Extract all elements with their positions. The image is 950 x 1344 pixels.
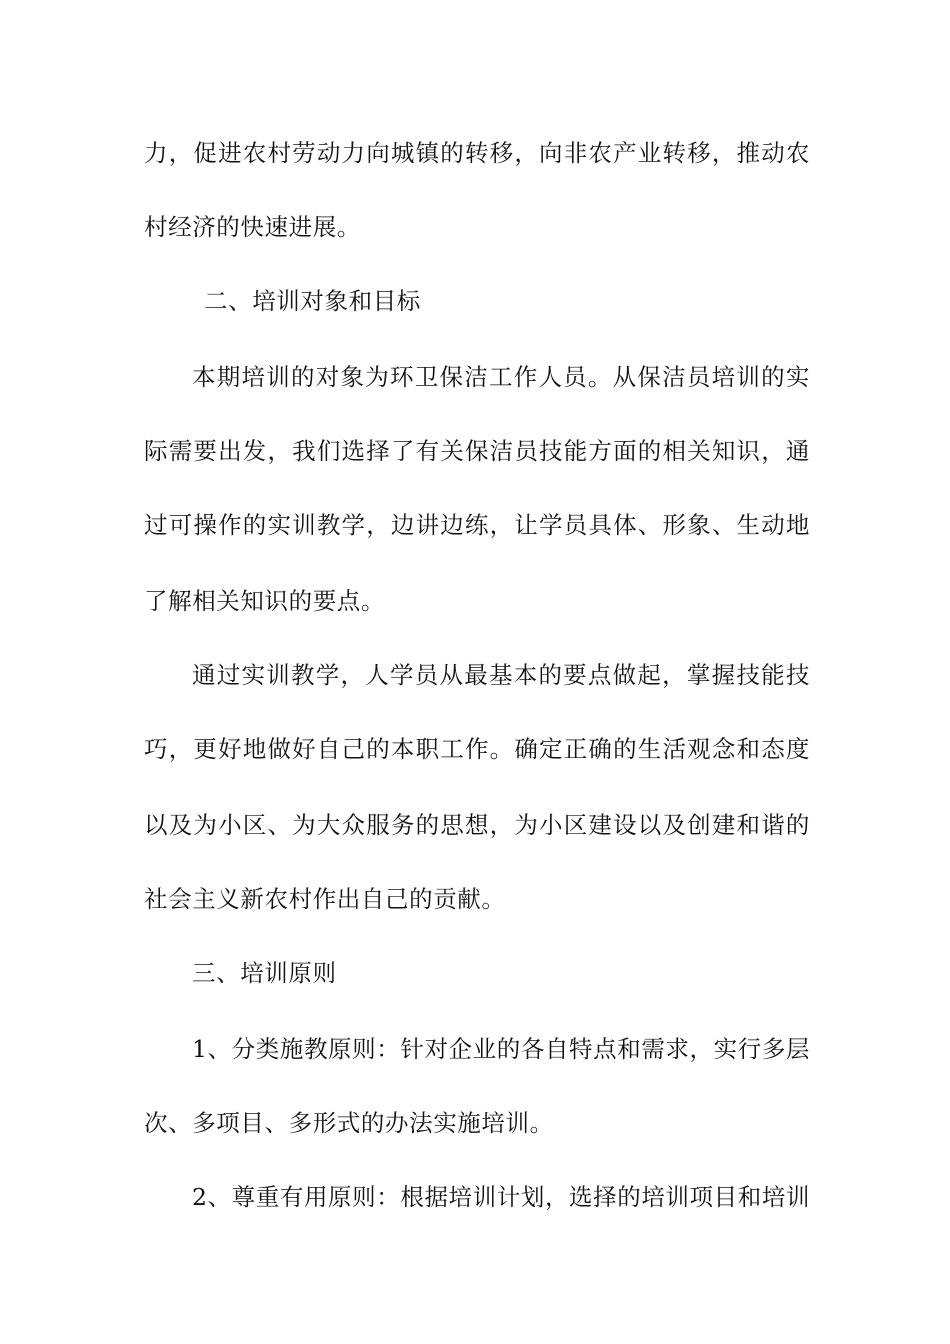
paragraph-line: 了解相关知识的要点。 [144, 587, 385, 615]
paragraph-line: 力，促进农村劳动力向城镇的转移，向非农产业转移，推动农 [144, 139, 810, 167]
paragraph-line: 过可操作的实训教学，边讲边练，让学员具体、形象、生动地 [144, 511, 810, 539]
paragraph-line: 通过实训教学，人学员从最基本的要点做起，掌握技能技 [192, 661, 810, 689]
paragraph-line: 以及为小区、为大众服务的思想，为小区建设以及创建和谐的 [144, 811, 810, 839]
paragraph-line: 次、多项目、多形式的办法实施培训。 [144, 1109, 554, 1137]
section-heading: 二、培训对象和目标 [204, 287, 421, 315]
paragraph-line: 际需要出发，我们选择了有关保洁员技能方面的相关知识，通 [144, 437, 810, 465]
section-heading: 三、培训原则 [192, 959, 337, 987]
paragraph-line: 2、尊重有用原则：根据培训计划，选择的培训项目和培训 [192, 1183, 811, 1211]
paragraph-line: 1、分类施教原则：针对企业的各自特点和需求，实行多层 [192, 1035, 811, 1063]
paragraph-line: 本期培训的对象为环卫保洁工作人员。从保洁员培训的实 [192, 363, 810, 391]
paragraph-line: 社会主义新农村作出自己的贡献。 [144, 885, 506, 913]
paragraph-line: 巧，更好地做好自己的本职工作。确定正确的生活观念和态度 [144, 735, 810, 763]
paragraph-line: 村经济的快速进展。 [144, 213, 361, 241]
